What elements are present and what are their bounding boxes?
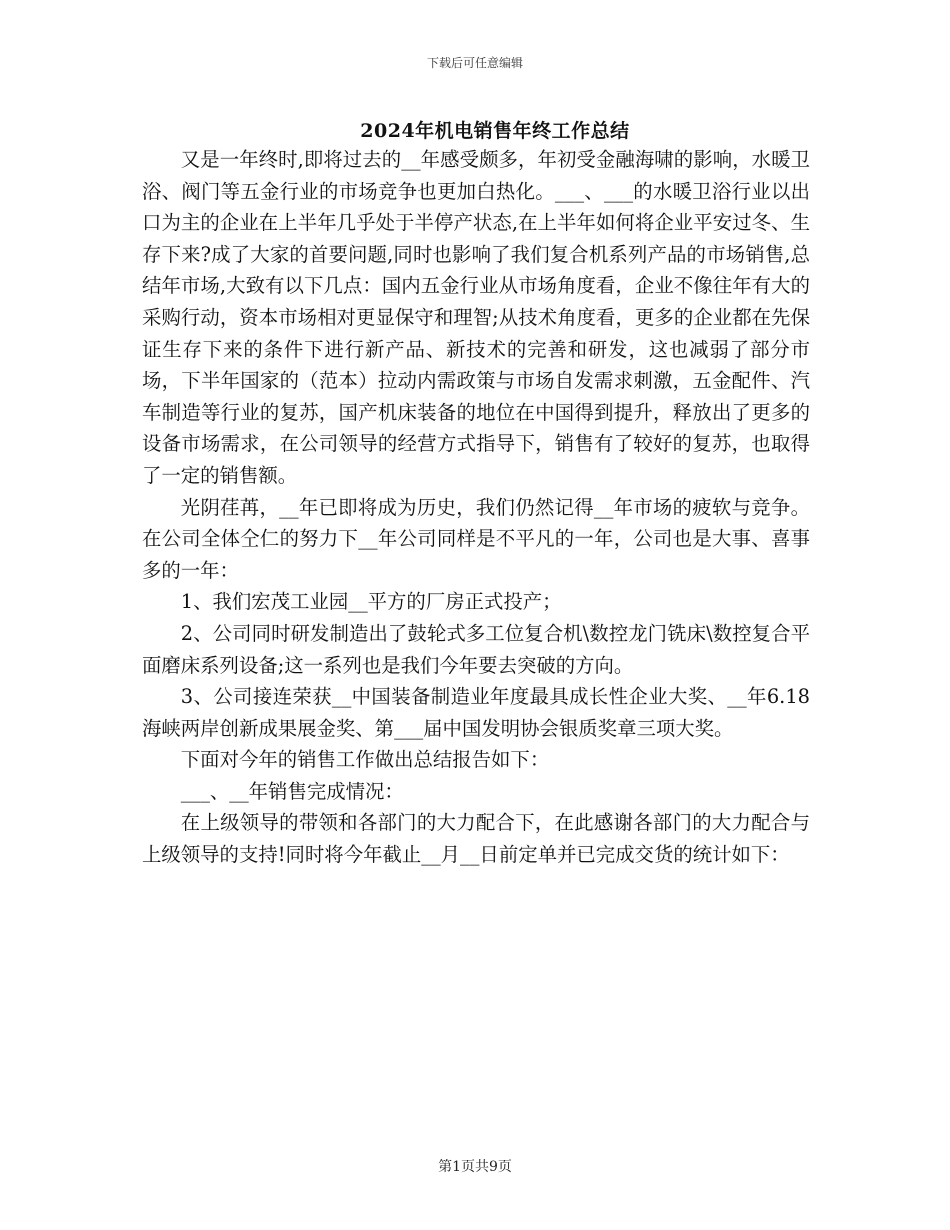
paragraph-item-2: 2、公司同时研发制造出了鼓轮式多工位复合机\数控龙门铣床\数控复合平面磨床系列设备;这一系列也是我们今年要去突破的方向。	[142, 621, 810, 677]
paragraph-item-1: 1、我们宏茂工业园__平方的厂房正式投产；	[180, 590, 562, 614]
paragraph-review: 光阴荏苒，__年已即将成为历史，我们仍然记得__年市场的疲软与竞争。在公司全体仝仁的努力下__年公司同样是不平凡的一年，公司也是大事、喜事多的一年：	[142, 495, 810, 582]
paragraph-section-heading: ___、__年销售完成情况：	[180, 779, 404, 803]
page-number: 第1页共9页	[438, 1159, 512, 1175]
document-title: 2024年机电销售年终工作总结	[360, 120, 630, 142]
paragraph-intro: 又是一年终时,即将过去的__年感受颇多，年初受金融海啸的影响，水暖卫浴、阀门等五金行业的市场竞争也更加白热化。___、___的水暖卫浴行业以出口为主的企业在上半年几乎处于半停产状态,在上半年如何将企业平安过冬、生存下来?成了大家的首要问题,同时也影响了我们复合机系列产品的市场销售,总结年市场,大致有以下几点：国内五金行业从市场角度看，企业不像往年有大的采购行动，资本市场相对更显保守和理智;从技术角度看，更多的企业都在先保证生存下来的条件下进行新产品、新技术的完善和研发，这也减弱了部分市场，下半年国家的（范本）拉动内需政策与市场自发需求刺激，五金配件、汽车制造等行业的复苏，国产机床装备的地位在中国得到提升，释放出了更多的设备市场需求，在公司领导的经营方式指导下，销售有了较好的复苏，也取得了一定的销售额。	[142, 148, 810, 487]
document-body	[142, 144, 810, 871]
page-header-note: 下载后可任意编辑	[426, 56, 523, 70]
paragraph-item-3: 3、公司接连荣获__中国装备制造业年度最具成长性企业大奖、__年6.18海峡两岸创新成果展金奖、第___届中国发明协会银质奖章三项大奖。	[142, 685, 810, 740]
paragraph-thanks: 在上级领导的带领和各部门的大力配合下，在此感谢各部门的大力配合与上级领导的支持!同时将今年截止__月__日前定单并已完成交货的统计如下：	[142, 811, 810, 867]
paragraph-report-intro: 下面对今年的销售工作做出总结报告如下：	[180, 748, 550, 772]
